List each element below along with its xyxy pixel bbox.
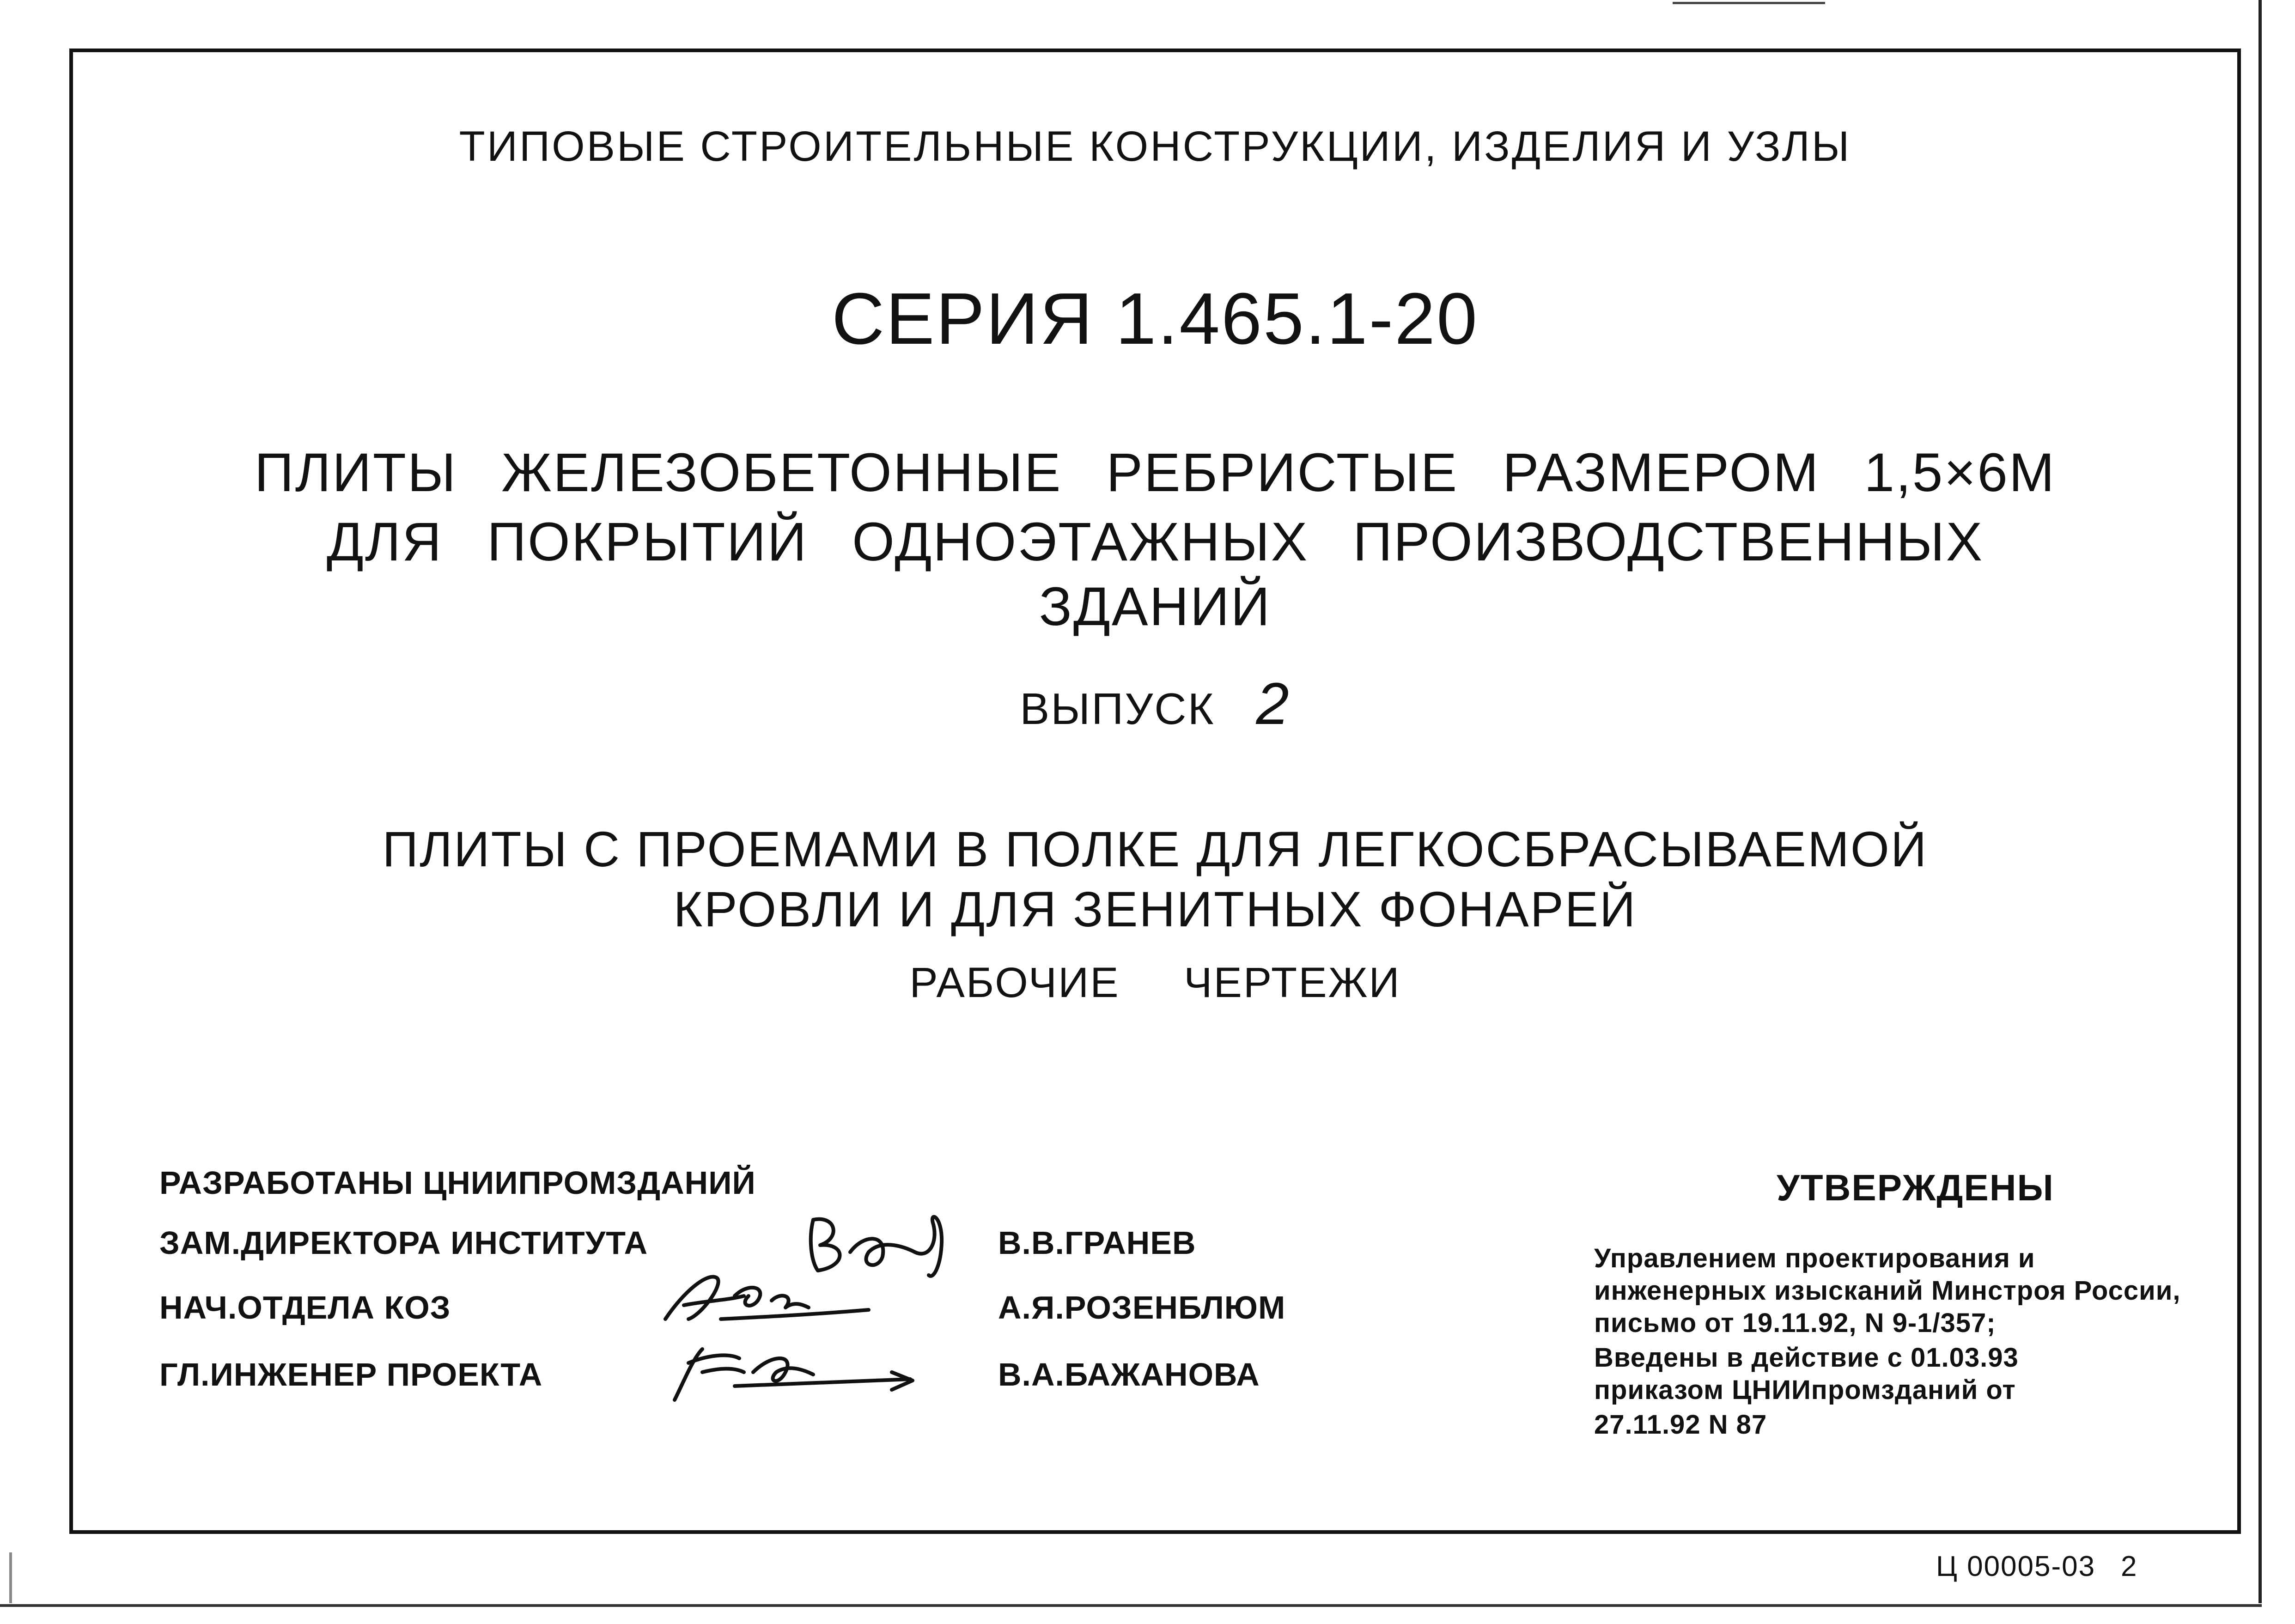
general-heading: ТИПОВЫЕ СТРОИТЕЛЬНЫЕ КОНСТРУКЦИИ, ИЗДЕЛИЯ И УЗЛЫ <box>459 123 1851 170</box>
approval-line: Управлением проектирования и <box>1594 1243 2035 1273</box>
approval-line: 27.11.92 N 87 <box>1594 1410 1767 1440</box>
approval-line: Введены в действие с 01.03.93 <box>1594 1343 2019 1373</box>
signatory-role: ЗАМ.ДИРЕКТОРА ИНСТИТУТА <box>159 1225 648 1261</box>
approval-line: письмо от 19.11.92, N 9-1/357; <box>1594 1308 1996 1338</box>
title-line-1: ПЛИТЫ ЖЕЛЕЗОБЕТОННЫЕ РЕБРИСТЫЕ РАЗМЕРОМ 1,5×6М <box>254 442 2056 503</box>
working-drawings-label: РАБОЧИЕ ЧЕРТЕЖИ <box>909 959 1401 1006</box>
issue-label: ВЫПУСК <box>1020 684 1215 734</box>
approval-heading: УТВЕРЖДЕНЫ <box>1777 1167 2054 1208</box>
title-line-3: ЗДАНИЙ <box>1039 576 1272 637</box>
issue-number: 2 <box>1256 671 1291 737</box>
sheet-edge-bottom <box>0 1604 2262 1607</box>
title-line-2: ДЛЯ ПОКРЫТИЙ ОДНОЭТАЖНЫХ ПРОИЗВОДСТВЕННЫХ <box>326 511 1984 572</box>
sheet-edge-right <box>2258 0 2262 1603</box>
scan-edge-mark-top <box>1673 2 1825 4</box>
signatory-role: НАЧ.ОТДЕЛА КОЗ <box>159 1289 451 1326</box>
series-number: СЕРИЯ 1.465.1-20 <box>832 278 1479 359</box>
scan-edge-mark-left <box>9 1552 12 1603</box>
page-number: 2 <box>2121 1551 2137 1582</box>
approval-line: инженерных изысканий Минстроя России, <box>1594 1276 2181 1306</box>
signature-bazhanova <box>661 1335 919 1409</box>
signature-rozenblyum <box>656 1264 878 1333</box>
document-code: Ц 00005-03 <box>1936 1551 2096 1582</box>
signatory-name: В.А.БАЖАНОВА <box>998 1356 1260 1393</box>
signatory-name: В.В.ГРАНЕВ <box>998 1225 1196 1261</box>
subtitle-line-2: КРОВЛИ И ДЛЯ ЗЕНИТНЫХ ФОНАРЕЙ <box>673 881 1637 937</box>
developer-heading: РАЗРАБОТАНЫ ЦНИИПРОМЗДАНИЙ <box>159 1165 756 1201</box>
approval-line: приказом ЦНИИпромзданий от <box>1594 1375 2016 1405</box>
issue-line <box>69 670 2241 738</box>
signatory-name: А.Я.РОЗЕНБЛЮМ <box>998 1289 1286 1326</box>
signatory-role: ГЛ.ИНЖЕНЕР ПРОЕКТА <box>159 1356 543 1393</box>
subtitle-line-1: ПЛИТЫ С ПРОЕМАМИ В ПОЛКЕ ДЛЯ ЛЕГКОСБРАСЫВАЕМОЙ <box>382 821 1928 877</box>
